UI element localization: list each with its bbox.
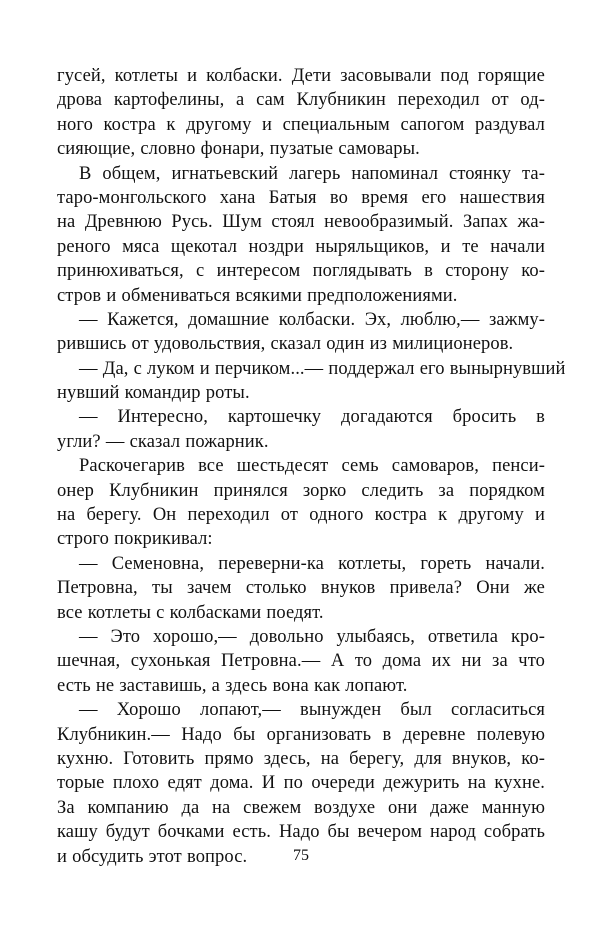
text-line: реного мяса щекотал ноздри ныряльщиков, и те начали: [57, 236, 545, 257]
text-line: — Кажется, домашние колбаски. Эх, люблю,— зажму-: [79, 309, 545, 330]
text-line: сияющие, словно фонари, пузатые самовары.: [57, 139, 420, 160]
text-line: принюхиваться, с интересом поглядывать в сторону ко-: [57, 261, 545, 282]
text-line: Раскочегарив все шестьдесят семь самоваров, пенси-: [79, 456, 545, 477]
text-line: Клубникин.— Надо бы организовать в деревне полевую: [57, 724, 545, 745]
text-line: нувший командир роты.: [57, 383, 250, 404]
text-line: кухню. Готовить прямо здесь, на берегу, для внуков, ко-: [57, 748, 545, 769]
paragraph-8: [57, 625, 545, 698]
text-line: дрова картофелины, а сам Клубникин переходил от од-: [57, 90, 545, 111]
text-line: — Интересно, картошечку догадаются бросить в: [79, 407, 545, 428]
text-line: — Это хорошо,— довольно улыбаясь, ответила кро-: [79, 626, 545, 647]
paragraph-9: [57, 698, 545, 869]
text-line: стров и обмениваться всякими предположениями.: [57, 285, 458, 306]
page-text: [57, 64, 566, 869]
paragraph-1: [57, 64, 545, 162]
paragraph-2: [57, 162, 545, 308]
text-line: на Древнюю Русь. Шум стоял невообразимый. Запах жа-: [57, 212, 545, 233]
text-line: — Да, с луком и перчиком...— поддержал его вынырнувший: [79, 358, 566, 379]
text-line: За компанию да на свежем воздухе они даже манную: [57, 797, 545, 818]
text-line: — Семеновна, переверни-ка котлеты, гореть начали.: [79, 553, 545, 574]
text-line: строго покрикивал:: [57, 529, 213, 550]
paragraph-5: [57, 405, 545, 454]
text-line: онер Клубникин принялся зорко следить за порядком: [57, 480, 545, 501]
text-line: Петровна, ты зачем столько внуков привела? Они же: [57, 578, 545, 599]
text-line: торые плохо едят дома. И по очереди дежурить на кухне.: [57, 773, 545, 794]
text-line: В общем, игнатьевский лагерь напоминал стоянку та-: [79, 163, 545, 184]
text-line: кашу будут бочками есть. Надо бы вечером народ собрать: [57, 822, 545, 843]
page-number: 75: [293, 847, 309, 864]
paragraph-4: [57, 357, 566, 406]
paragraph-3: [57, 308, 545, 357]
paragraph-6: [57, 454, 545, 552]
text-line: шечная, сухонькая Петровна.— А то дома их ни за что: [57, 651, 545, 672]
text-line: гусей, котлеты и колбаски. Дети засовывали под горящие: [57, 66, 545, 86]
text-line: рившись от удовольствия, сказал один из милиционеров.: [57, 334, 514, 355]
text-line: — Хорошо лопают,— вынужден был согласиться: [79, 700, 545, 721]
text-line: таро-монгольского хана Батыя во время его нашествия: [57, 187, 545, 208]
text-line: ного костра к другому и специальным сапогом раздувал: [57, 114, 545, 135]
paragraph-7: [57, 552, 545, 625]
text-line: на берегу. Он переходил от одного костра к другому и: [57, 505, 545, 526]
book-page: [57, 64, 566, 914]
text-line: все котлеты с колбасками поедят.: [57, 602, 324, 623]
text-line: и обсудить этот вопрос.: [57, 846, 248, 867]
text-line: есть не заставишь, а здесь вона как лопают.: [57, 675, 408, 696]
text-line: угли? — сказал пожарник.: [57, 431, 269, 452]
